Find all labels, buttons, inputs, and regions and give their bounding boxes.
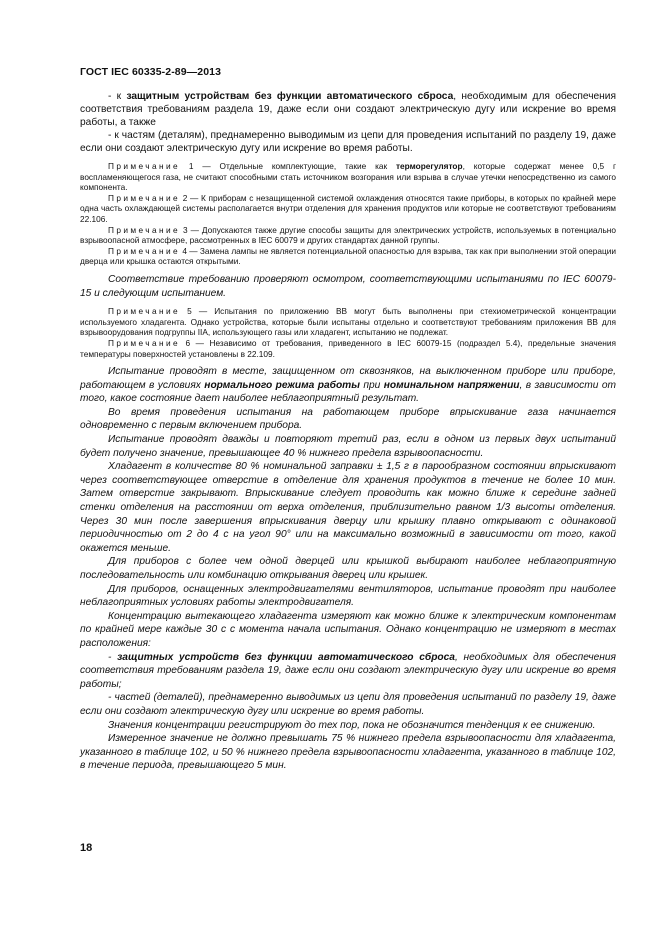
note-1 — [80, 161, 616, 193]
test-paragraph-9: - частей (деталей), преднамеренно выводимых из цепи для проведения испытаний по разделу 19, даже если они создают электрическую дугу или искрение во время работы. — [80, 692, 616, 717]
defined-term: защитных устройств без функции автоматического сброса — [117, 651, 455, 663]
compliance-statement: Соответствие требованию проверяют осмотром, соответствующими испытаниями по IEC 60079-15 и следующим испытанием. — [80, 273, 616, 299]
test-paragraph-11: Измеренное значение не должно превышать 75 % нижнего предела взрывоопасности для хладагента, указанного в таблице 102, и 50 % нижнего предела взрывоопасности хладагента, указанного в таблице 102, в течение периода, превышающего 5 мин. — [80, 733, 616, 772]
text-run: Испытание проводят в месте, защищенном от сквозняков, на выключенном приборе или приборе, работающем в условиях — [80, 366, 616, 391]
text-run: 2 — К приборам с незащищенной системой охлаждения относятся такие приборы, в которых по крайней мере одна часть охлаждающей системы располагается внутри отделения для хранения продуктов или которые не соответствуют требованиям 22.106. — [80, 192, 616, 224]
defined-term: номинальном напряжении — [383, 379, 520, 391]
note-label: Примечание — [108, 306, 181, 317]
text-run: 1 — Отдельные комплектующие, такие как — [180, 161, 396, 171]
test-paragraph-7: Концентрацию вытекающего хладагента измеряют как можно ближе к электрическим компонентам по крайней мере каждые 30 с с момента начала испытания. Однако концентрацию не измеряют в местах расположения: — [80, 610, 616, 649]
test-paragraph-10: Значения концентрации регистрируют до тех пор, пока не обозначится тенденция к ее снижению. — [108, 719, 596, 731]
defined-term: нормального режима работы — [204, 379, 360, 391]
test-paragraph-5: Для приборов с более чем одной дверцей или крышкой выбирают наиболее неблагоприятную последовательность или комбинацию открывания дверец или крышек. — [80, 556, 616, 581]
paragraph-protective-devices — [80, 90, 616, 129]
text-run: 6 — Независимо от требования, приведенного в IEC 60079-15 (подраздел 5.4), предельные значения температуры поверхностей установлены в 22.109. — [80, 337, 616, 359]
note-2 — [80, 193, 616, 225]
note-6 — [80, 338, 616, 359]
note-5 — [80, 306, 616, 338]
test-paragraph-8 — [80, 651, 616, 692]
page-content — [80, 90, 616, 773]
text-run: , которые содержат менее 0,5 г воспламеняющегося газа, не считают способными стать источником возгорания или взрыва в случае утечки непосредственно из самого компонента. — [80, 161, 616, 193]
text-run: , необходимых для обеспечения соответствия требованиям раздела 19, даже если они создают электрическую дугу или искрение во время работы; — [80, 651, 616, 690]
text-run: 4 — Замена лампы не является потенциальной опасностью для взрыва, так как при выполнении этой операции дверца или крышка остаются открытыми. — [80, 245, 616, 267]
page-number: 18 — [80, 842, 93, 854]
test-paragraph-3: Испытание проводят дважды и повторяют третий раз, если в одном из первых двух испытаний будет получено значение, превышающее 40 % нижнего предела взрывоопасности. — [80, 434, 616, 459]
text-run: при — [359, 379, 384, 391]
test-paragraph-1 — [80, 365, 616, 406]
note-label: Примечание — [108, 192, 181, 203]
paragraph-parts: - к частям (деталям), преднамеренно выводимым из цепи для проведения испытаний по разделу 19, даже если они создают электрическую дугу или искрение во время работы. — [80, 130, 616, 154]
text-run: - — [108, 651, 118, 663]
note-label: Примечание — [108, 161, 181, 171]
defined-term: терморегулятор — [395, 161, 463, 171]
test-paragraph-4: Хладагент в количестве 80 % номинальной заправки ± 1,5 г в парообразном состоянии впрыскивают через соответствующее отверстие в отделение для хранения продуктов в течение не более 10 мин. Затем отверстие закрывают. Впрыскивание следует проводить как можно ближе к середине задней стенки отделения на расстоянии от верха отделения, приблизительно равном 1/3 высоты отделения. Через 30 мин после завершения впрыскивания дверцу или крышку плавно открывают с одинаковой периодичностью от 2 до 4 с на угол 90° или на максимально возможный в зависимости от того, какой окажется меньше. — [80, 461, 616, 554]
note-label: Примечание — [108, 337, 181, 348]
text-run: 5 — Испытания по приложению ВВ могут быть выполнены при стехиометрической концентрации используемого хладагента. Однако устройства, которые были испытаны отдельно и соответствуют требованиям приложения ВВ для взрывоорудования подгруппы IIA, использующего газы или хладагент, испытанию не подлежат. — [80, 306, 616, 338]
note-label: Примечание — [108, 245, 181, 256]
note-label: Примечание — [108, 224, 181, 235]
note-4 — [80, 246, 616, 267]
document-header: ГОСТ IEC 60335-2-89—2013 — [80, 66, 222, 78]
test-paragraph-2: Во время проведения испытания на работающем приборе впрыскивание газа начинается одновременно с первым включением прибора. — [80, 406, 616, 432]
text-run: - к — [108, 91, 127, 102]
text-run: , в зависимости от того, какое состояние дает наиболее неблагоприятный результат. — [80, 379, 616, 405]
note-3 — [80, 225, 616, 246]
test-paragraph-6: Для приборов, оснащенных электродвигателями вентиляторов, испытание проводят при наиболее неблагоприятных условиях работы электродвигателя. — [80, 583, 616, 609]
defined-term: защитным устройствам без функции автоматического сброса — [126, 91, 454, 102]
text-run: , необходимым для обеспечения соответствия требованиям раздела 19, даже если они создают электрическую дугу или искрение во время работы, а также — [80, 91, 616, 128]
text-run: 3 — Допускаются также другие способы защиты для электрических устройств, используемых в потенциально взрывоопасной атмосфере, рассмотренных в IEC 60079 и других стандартах данной группы. — [80, 224, 616, 246]
